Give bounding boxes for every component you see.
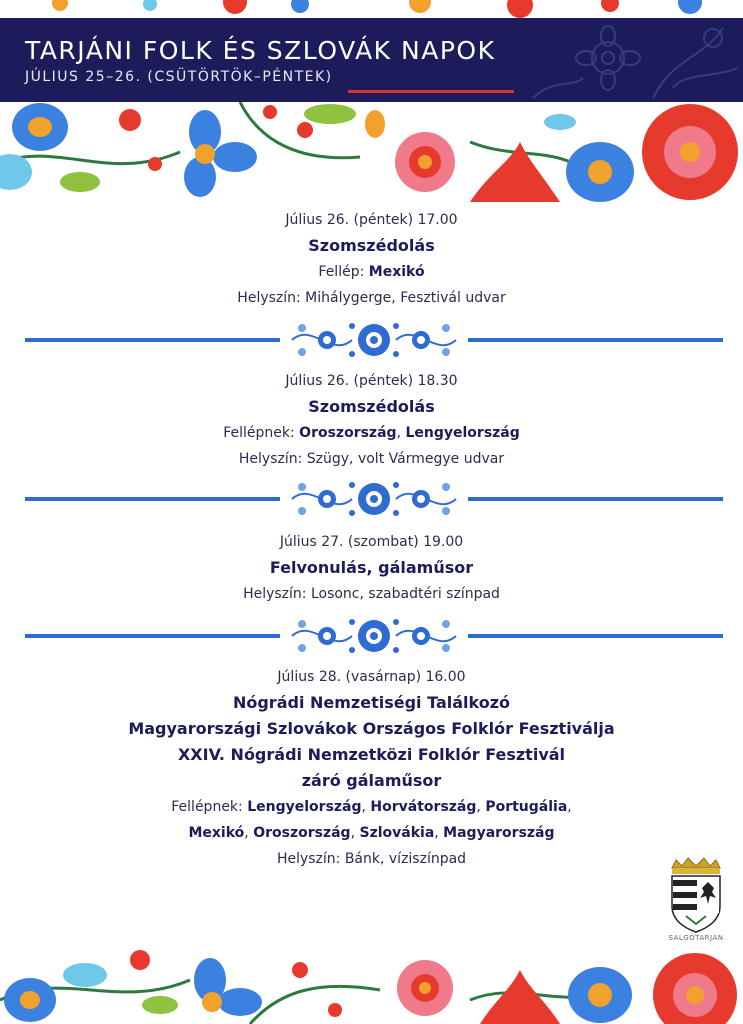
folk-floral-border-bottom	[0, 940, 743, 1024]
folk-ornament-icon	[282, 318, 466, 362]
event-3	[0, 529, 743, 607]
event-title: XXIV. Nógrádi Nemzetközi Folklór Fesztivál	[177, 745, 566, 764]
event-4	[0, 664, 743, 872]
event-title: záró gálaműsor	[301, 771, 442, 790]
ornament-divider	[0, 614, 743, 658]
performer: Lengyelország	[247, 799, 362, 815]
folk-ornament-icon	[282, 614, 466, 658]
event-date: Július 28. (vasárnap) 16.00	[277, 669, 466, 685]
event-performers	[0, 259, 743, 285]
blue-flower-icon	[194, 958, 262, 1016]
red-flower-icon	[653, 953, 737, 1024]
pink-flower-icon	[397, 960, 453, 1016]
folk-ornament-icon	[282, 477, 466, 521]
folk-floral-border-top	[0, 102, 743, 207]
event-date: Július 27. (szombat) 19.00	[279, 534, 464, 550]
top-floral-strip	[0, 0, 743, 18]
red-flower-icon	[642, 104, 738, 200]
event-title: Nógrádi Nemzetiségi Találkozó	[232, 693, 511, 712]
event-2	[0, 368, 743, 472]
performers-label: Fellép:	[318, 264, 369, 280]
event-date: Július 26. (péntek) 17.00	[285, 212, 458, 228]
banner-flower-ornament	[513, 18, 743, 102]
performer: Oroszország	[253, 825, 351, 841]
blue-flower-icon	[184, 110, 257, 197]
performer: Szlovákia	[359, 825, 435, 841]
event-venue: Helyszín: Bánk, víziszínpad	[276, 851, 467, 867]
separator: ,	[396, 425, 406, 441]
divider-rule	[25, 497, 280, 501]
performer: Mexikó	[188, 825, 245, 841]
event-title: Szomszédolás	[308, 397, 435, 416]
performer: Portugália	[485, 799, 568, 815]
divider-rule	[468, 634, 723, 638]
performer: Lengyelország	[405, 425, 520, 441]
header-banner	[0, 18, 743, 102]
performer: Oroszország	[299, 425, 397, 441]
event-date: Július 26. (péntek) 18.30	[285, 373, 458, 389]
performer: Mexikó	[368, 264, 425, 280]
event-title: Felvonulás, gálaműsor	[269, 558, 474, 577]
ornament-divider	[0, 477, 743, 521]
performer: Horvátország	[370, 799, 477, 815]
event-1	[0, 207, 743, 311]
performers-label: Fellépnek:	[171, 799, 248, 815]
event-performers: Mexikó, Oroszország, Szlovákia, Magyarország	[188, 825, 555, 841]
crest-label: SALGÓTARJÁN	[668, 934, 724, 942]
festival-dates: JÚLIUS 25–26. (CSÜTÖRTÖK–PÉNTEK)	[25, 69, 333, 85]
performers-label: Fellépnek:	[223, 425, 300, 441]
event-performers	[0, 420, 743, 446]
pink-flower-icon	[395, 132, 455, 192]
divider-rule	[25, 338, 280, 342]
banner-accent-line	[348, 90, 514, 93]
performer: Magyarország	[443, 825, 555, 841]
divider-rule	[25, 634, 280, 638]
ornament-divider	[0, 318, 743, 362]
event-venue: Helyszín: Szügy, volt Vármegye udvar	[238, 451, 505, 467]
salgotarjan-crest	[664, 854, 728, 946]
event-title: Szomszédolás	[308, 236, 435, 255]
event-venue: Helyszín: Mihálygerge, Fesztivál udvar	[237, 290, 506, 306]
festival-title: TARJÁNI FOLK ÉS SZLOVÁK NAPOK	[25, 36, 496, 65]
divider-rule	[468, 338, 723, 342]
divider-rule	[468, 497, 723, 501]
event-title: Magyarországi Szlovákok Országos Folklór Fesztiválja	[128, 719, 615, 738]
event-venue: Helyszín: Losonc, szabadtéri színpad	[243, 586, 500, 602]
coat-of-arms-icon	[664, 854, 728, 934]
event-performers: Fellépnek: Lengyelország, Horvátország, Portugália,	[171, 799, 572, 815]
